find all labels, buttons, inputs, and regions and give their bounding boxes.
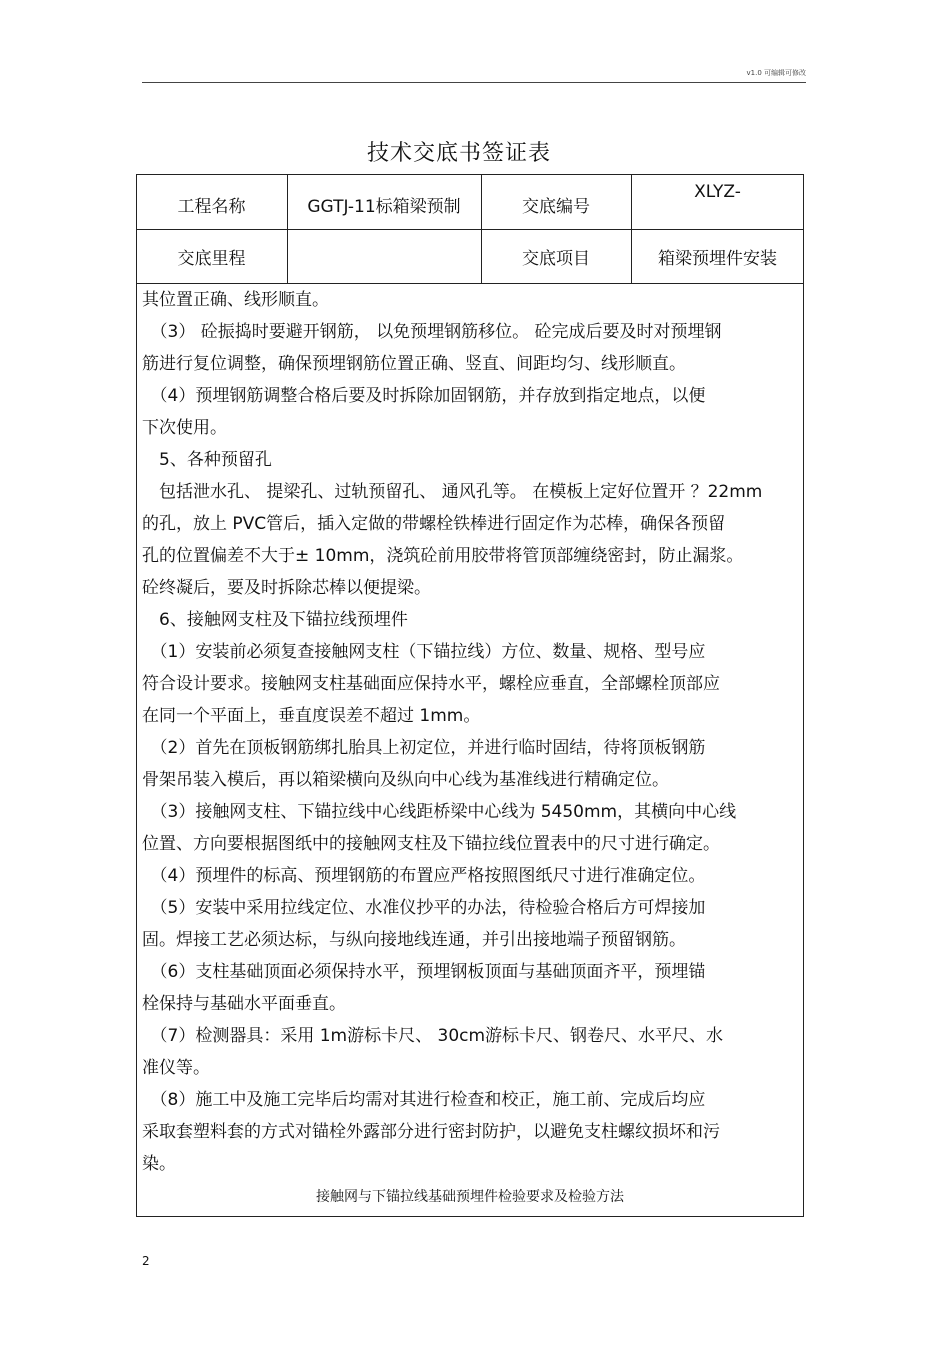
- text-line: 筋进行复位调整，确保预埋钢筋位置正确、竖直、间距均匀、线形顺直。: [142, 354, 686, 374]
- text-line: （2）首先在顶板钢筋绑扎胎具上初定位，并进行临时固结，待将顶板钢筋: [142, 738, 706, 758]
- text-line: （1）安装前必须复查接触网支柱（下锚拉线）方位、数量、规格、型号应: [142, 642, 706, 662]
- text-line: 在同一个平面上，垂直度误差不超过 1mm。: [142, 706, 481, 726]
- header-note: v1.0 可编辑可修改: [746, 69, 806, 77]
- text-line: （6）支柱基础顶面必须保持水平，预埋钢板顶面与基础顶面齐平，预埋锚: [142, 962, 706, 982]
- text-line: （4）预埋钢筋调整合格后要及时拆除加固钢筋，并存放到指定地点，以便: [142, 386, 706, 406]
- text-line: 固。焊接工艺必须达标，与纵向接地线连通，并引出接地端子预留钢筋。: [142, 930, 686, 950]
- mileage-value: [287, 230, 481, 283]
- text-line: （3）接触网支柱、下锚拉线中心线距桥梁中心线为 5450mm，其横向中心线: [142, 802, 737, 822]
- briefing-item-label: 交底项目: [522, 249, 590, 269]
- text-line: 孔的位置偏差不大于± 10mm，浇筑砼前用胶带将管顶部缠绕密封，防止漏浆。: [142, 546, 744, 566]
- text-line: 其位置正确、线形顺直。: [142, 290, 329, 310]
- project-name-value: GGTJ-11标箱梁预制: [307, 196, 461, 217]
- page-number: 2: [142, 1254, 150, 1268]
- text-line: 染。: [142, 1154, 176, 1174]
- text-line: 符合设计要求。接触网支柱基础面应保持水平，螺栓应垂直，全部螺栓顶部应: [142, 674, 720, 694]
- header-rule: [142, 82, 806, 83]
- mileage-label: 交底里程: [177, 249, 246, 269]
- text-line: （4）预埋件的标高、预埋钢筋的布置应严格按照图纸尺寸进行准确定位。: [142, 866, 706, 886]
- text-line: 骨架吊装入模后，再以箱梁横向及纵向中心线为基准线进行精确定位。: [142, 770, 669, 790]
- text-line: 采取套塑料套的方式对锚栓外露部分进行密封防护，以避免支柱螺纹损坏和污: [142, 1122, 720, 1142]
- text-line: （5）安装中采用拉线定位、水准仪抄平的办法，待检验合格后方可焊接加: [142, 898, 706, 918]
- text-line: 栓保持与基础水平面垂直。: [142, 994, 346, 1014]
- briefing-number-value: XLYZ-: [694, 182, 741, 202]
- text-line: 准仪等。: [142, 1058, 210, 1078]
- text-line: 包括泄水孔、 提梁孔、过轨预留孔、 通风孔等。 在模板上定好位置开 ？22mm: [142, 482, 763, 502]
- text-line: 5、各种预留孔: [142, 450, 272, 470]
- text-line: 砼终凝后，要及时拆除芯棒以便提梁。: [142, 578, 431, 598]
- text-line: 下次使用。: [142, 418, 227, 438]
- text-line: （8）施工中及施工完毕后均需对其进行检查和校正，施工前、完成后均应: [142, 1090, 706, 1110]
- text-line: （3） 砼振捣时要避开钢筋， 以免预埋钢筋移位。 砼完成后要及时对预埋钢: [142, 322, 722, 342]
- page-title: 技术交底书签证表: [366, 141, 551, 166]
- briefing-content: [142, 284, 802, 1180]
- briefing-number-label: 交底编号: [522, 196, 590, 217]
- project-name-label: 工程名称: [177, 196, 246, 217]
- text-line: 6、接触网支柱及下锚拉线预埋件: [142, 610, 408, 630]
- text-line: （7）检测器具：采用 1m游标卡尺、 30cm游标卡尺、钢卷尺、水平尺、水: [142, 1026, 724, 1046]
- briefing-item-value: 箱梁预埋件安装: [658, 249, 777, 269]
- text-line: 的孔，放上 PVC管后，插入定做的带螺栓铁棒进行固定作为芯棒，确保各预留: [142, 514, 726, 534]
- text-line: 位置、方向要根据图纸中的接触网支柱及下锚拉线位置表中的尺寸进行确定。: [142, 834, 720, 854]
- inspection-caption: 接触网与下锚拉线基础预埋件检验要求及检验方法: [316, 1189, 624, 1205]
